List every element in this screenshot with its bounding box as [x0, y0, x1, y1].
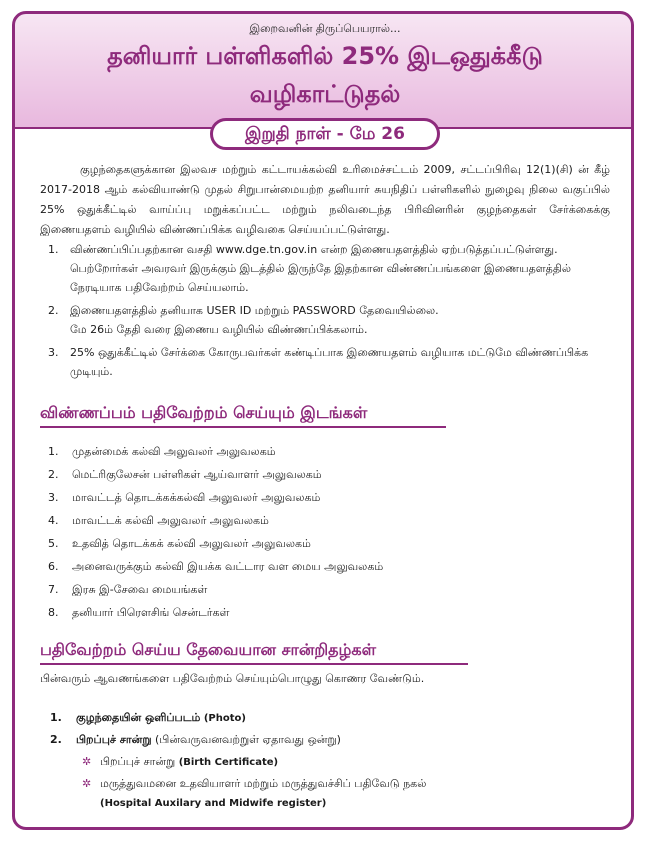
- invocation-text: இறைவனின் திருப்பெயரால்...: [249, 22, 401, 35]
- documents-intro: பின்வரும் ஆவணங்களை பதிவேற்றம் செய்யும்பொழுது கொணர வேண்டும்.: [40, 672, 425, 685]
- documents-list: [50, 707, 426, 813]
- intro-paragraph: குழந்தைகளுக்கான இலவச மற்றும் கட்டாயக்கல்வி உரிமைச்சட்டம் 2009, சட்டப்பிரிவு 12(1)(சி) ன் கீழ் 2017-2018 ஆம் கல்வியாண்டு முதல் சிறுபான்மையற்ற தனியார் சுயநிதிப் பள்ளிகளில் நுழைவு நிலை வகுப்பில் 25% ஒதுக்கீட்டில் வாய்ப்பு மறுக்கப்பட்ட மற்றும் நலிவடைந்த பிரிவினரின் குழந்தைகள் சேர்க்கைக்கு இணையதளம் வழியில் விண்ணப்பிக்க வழிவகை செய்யப்பட்டுள்ளது.: [40, 163, 610, 236]
- sub-item: ✲ மருத்துவமனை உதவியாளர் மற்றும் மருத்துவச்சிப் பதிவேடு நகல்: [50, 773, 426, 795]
- asterisk-icon: ✲: [82, 777, 92, 790]
- page-title-line2: வழிகாட்டுதல்: [249, 80, 401, 108]
- list-item: 5. உதவித் தொடக்கக் கல்வி அலுவலர் அலுவலகம்: [48, 537, 311, 550]
- list-item: 2. மெட்ரிகுலேசன் பள்ளிகள் ஆய்வாளர் அலுவலகம்: [48, 468, 322, 481]
- list-item: 8. தனியார் பிரௌசிங் சென்டர்கள்: [48, 606, 230, 619]
- deadline-badge: இறுதி நாள் - மே 26: [210, 118, 440, 150]
- page-title-line1: தனியார் பள்ளிகளில் 25% இடஒதுக்கீடு: [107, 42, 543, 70]
- list-item: 2. பிறப்புச் சான்று (பின்வருவனவற்றுள் ஏதாவது ஒன்று): [50, 733, 341, 746]
- section-heading-documents: பதிவேற்றம் செய்ய தேவையான சான்றிதழ்கள்: [40, 640, 468, 665]
- sub-item: ✲ பிறப்புச் சான்று (Birth Certificate): [50, 751, 426, 773]
- list-item: 2. இணையதளத்தில் தனியாக USER ID மற்றும் PASSWORD தேவையில்லை. மே 26ம் தேதி வரை இணைய வழியில் விண்ணப்பிக்கலாம்.: [48, 304, 439, 336]
- guideline-points: [40, 240, 610, 385]
- list-item: 4. மாவட்டக் கல்வி அலுவலர் அலுவலகம்: [48, 514, 269, 527]
- places-list: [40, 440, 383, 624]
- section-heading-places: விண்ணப்பம் பதிவேற்றம் செய்யும் இடங்கள்: [40, 403, 446, 428]
- list-item-extra: மே 26ம் தேதி வரை இணைய வழியில் விண்ணப்பிக்கலாம்.: [70, 323, 368, 336]
- list-item: 6. அனைவருக்கும் கல்வி இயக்க வட்டார வள மைய அலுவலகம்: [48, 560, 384, 573]
- list-item: 1. முதன்மைக் கல்வி அலுவலர் அலுவலகம்: [48, 445, 276, 458]
- asterisk-icon: ✲: [82, 755, 92, 768]
- list-item: 3. 25% ஒதுக்கீட்டில் சேர்க்கை கோருபவர்கள் கண்டிப்பாக இணையதளம் வழியாக மட்டுமே விண்ணப்பிக்க முடியும்.: [48, 346, 589, 378]
- list-item: 1. குழந்தையின் ஒளிப்படம் (Photo): [50, 711, 246, 724]
- list-item: 3. மாவட்டத் தொடக்கக்கல்வி அலுவலர் அலுவலகம்: [48, 491, 321, 504]
- sub-item-english: (Hospital Auxilary and Midwife register): [100, 798, 327, 809]
- list-item: 1. விண்ணப்பிப்பதற்கான வசதி www.dge.tn.gov.in என்ற இணையதளத்தில் ஏற்படுத்தப்பட்டுள்ளது. பெற்றோர்கள் அவரவர் இருக்கும் இடத்தில் இருந்தே இதற்கான விண்ணப்பங்களை இணையதளத்தில் நேரடியாக பதிவேற்றம் செய்யலாம்.: [48, 243, 571, 294]
- list-item: 7. இரசு இ-சேவை மையங்கள்: [48, 583, 208, 596]
